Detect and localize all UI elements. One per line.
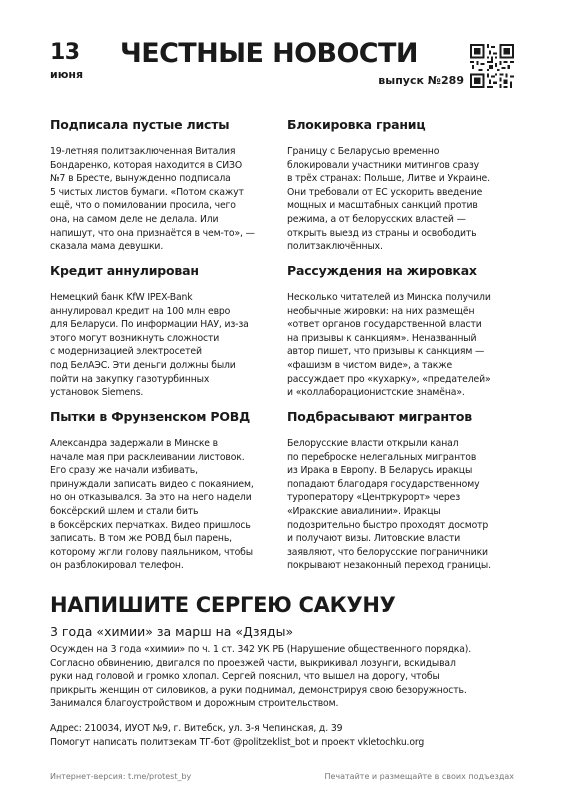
appeal-subtitle: 3 года «химии» за марш на «Дзяды» [50, 624, 294, 639]
article-body [50, 145, 280, 254]
article-line: с модернизацией электросетей [50, 346, 202, 358]
article-line: на призывы к санкциям». Неназванный [287, 332, 477, 344]
article-line: «Иракские авиалинии». Иракцы [287, 505, 441, 517]
article-title: Блокировка границ [287, 117, 426, 132]
article-line: блокировали участники митингов сразу [287, 159, 480, 171]
article-line: Его сразу же начали избивать, [50, 465, 198, 477]
article-title: Рассуждения на жировках [287, 263, 477, 278]
appeal-address: Адрес: 210034, ИУОТ №9, г. Витебск, ул. 3-я Чепинская, д. 39 [50, 722, 343, 734]
article-body [50, 437, 280, 573]
article-line: туроператору «Центркурорт» через [287, 492, 461, 504]
article-line: Немецкий банк KfW IPEX-Bank [50, 292, 193, 303]
article-signed-blank-sheets [50, 117, 280, 254]
article-line: которому жгли голову паяльником, чтобы [50, 546, 253, 558]
article-line: и получают визы. Литовские власти [287, 533, 461, 545]
date-day: 13 [50, 40, 80, 65]
article-line: напишут, что она признаётся в чем-то», — [50, 227, 255, 239]
article-body [50, 291, 280, 400]
article-line: установок Siemens. [50, 387, 144, 399]
appeal-line: Занимался благоустройством и дорожным строительством. [50, 698, 339, 710]
article-migrants [287, 409, 517, 573]
article-utility-bills [287, 263, 517, 400]
article-title: Кредит аннулирован [50, 263, 199, 278]
article-line: Александра задержали в Минске в [50, 438, 219, 449]
article-line: мощных и масштабных санкций против [287, 200, 478, 212]
article-line: в боксёрских перчатках. Видео пришлось [50, 519, 251, 531]
issue-number: выпуск №289 [378, 74, 464, 87]
article-line: он разблокировал телефон. [50, 560, 184, 572]
article-title: Подбрасывают мигрантов [287, 409, 472, 424]
article-title: Пытки в Фрунзенском РОВД [50, 409, 251, 424]
article-border-blockade [287, 117, 517, 254]
article-line: под БелАЭС. Эти деньги должны были [50, 359, 236, 371]
article-line: заявляют, что белорусские пограничники [287, 546, 488, 558]
article-line: Они требовали от ЕС ускорить введение [287, 186, 483, 198]
article-line: ещё, что о помиловании просила, чего [50, 200, 236, 212]
article-line: начале мая при расклеивании листовок. [50, 451, 245, 463]
appeal-line: прикрыть женщин от силовиков, а руки поднимал, демонстрируя свою безоружность. [50, 684, 467, 696]
article-line: она, на самом деле не делала. Или [50, 213, 219, 225]
article-line: Бондаренко, которая находится в СИЗО [50, 159, 243, 171]
appeal-section [50, 592, 520, 749]
article-line: политзаключённых. [287, 241, 383, 253]
article-line: «ответ органов государственной власти [287, 319, 482, 331]
appeal-title: НАПИШИТЕ СЕРГЕЮ САКУНУ [50, 593, 396, 617]
article-line: 19-летняя политзаключенная Виталия [50, 146, 236, 157]
article-line: Белорусские власти открыли канал [287, 438, 459, 449]
footer-print-note: Печатайте и размещайте в своих подъездах [324, 772, 514, 781]
article-line: 5 чистых листов бумаги. «Потом скажут [50, 186, 244, 198]
article-line: аннулировал кредит на 100 млн евро [50, 305, 231, 317]
masthead-title: ЧЕСТНЫЕ НОВОСТИ [120, 38, 418, 69]
appeal-contacts [50, 722, 520, 749]
article-line: по переброске нелегальных мигрантов [287, 451, 477, 463]
article-line: необычные жировки: на них размещён [287, 305, 475, 317]
article-title: Подписала пустые листы [50, 117, 230, 132]
article-credit-cancelled [50, 263, 280, 400]
appeal-line: Согласно обвинению, двигался по проезжей части, выкрикивал лозунги, вскидывал [50, 657, 456, 669]
article-line: режима, а от белорусских властей — [287, 213, 466, 225]
article-body [287, 437, 517, 573]
appeal-help: Помогут написать политзекам ТГ-бот @politzeklist_bot и проект vkletochku.org [50, 736, 425, 748]
article-line: и «коллаборационистские знамёна». [287, 387, 465, 399]
article-line: но он отказывался. За это на него надели [50, 492, 252, 504]
article-line: покрывают незаконный переход границы. [287, 560, 491, 572]
article-line: из Ирака в Европу. В Беларусь иракцы [287, 465, 473, 477]
article-line: попадают благодаря государственному [287, 478, 480, 490]
appeal-line: Осужден на 3 года «химии» по ч. 1 ст. 342 УК РБ (Нарушение общественного порядка). [50, 644, 472, 655]
article-line: рассуждает про «кухарку», «предателей» [287, 373, 491, 385]
article-line: сказала мама девушки. [50, 241, 164, 253]
article-line: Границу с Беларусью временно [287, 146, 440, 157]
issue-date [50, 42, 110, 81]
article-line: записать. В том же РОВД был парень, [50, 533, 232, 545]
article-line: пойти на закупку газотурбинных [50, 373, 210, 385]
article-line: «фашизм в чистом виде», а также [287, 359, 453, 371]
article-line: принуждали записать видео с покаянием, [50, 478, 254, 490]
qr-code-icon [470, 44, 514, 88]
appeal-line: руки над головой и громко хлопал. Сергей пояснил, что вышел на дорогу, чтобы [50, 671, 440, 683]
article-line: автор пишет, что призывы к санкциям — [287, 346, 485, 358]
article-line: Несколько читателей из Минска получили [287, 292, 491, 303]
appeal-body [50, 643, 520, 711]
article-line: этого могут возникнуть сложности [50, 332, 220, 344]
article-line: №7 в Бресте, вынужденно подписала [50, 173, 231, 185]
article-line: в трёх странах: Польше, Литве и Украине. [287, 173, 490, 185]
footer-online-version: Интернет-версия: t.me/protest_by [50, 772, 192, 781]
article-body [287, 291, 517, 400]
article-body [287, 145, 517, 254]
article-torture-rovd [50, 409, 280, 573]
article-line: открыть выезд из страны и освободить [287, 227, 477, 239]
article-line: подозрительно быстро проходят досмотр [287, 519, 489, 531]
date-month: июня [50, 68, 84, 81]
article-line: боксёрский шлем и стали бить [50, 505, 199, 517]
article-line: для Беларуси. По информации НАУ, из-за [50, 319, 249, 331]
